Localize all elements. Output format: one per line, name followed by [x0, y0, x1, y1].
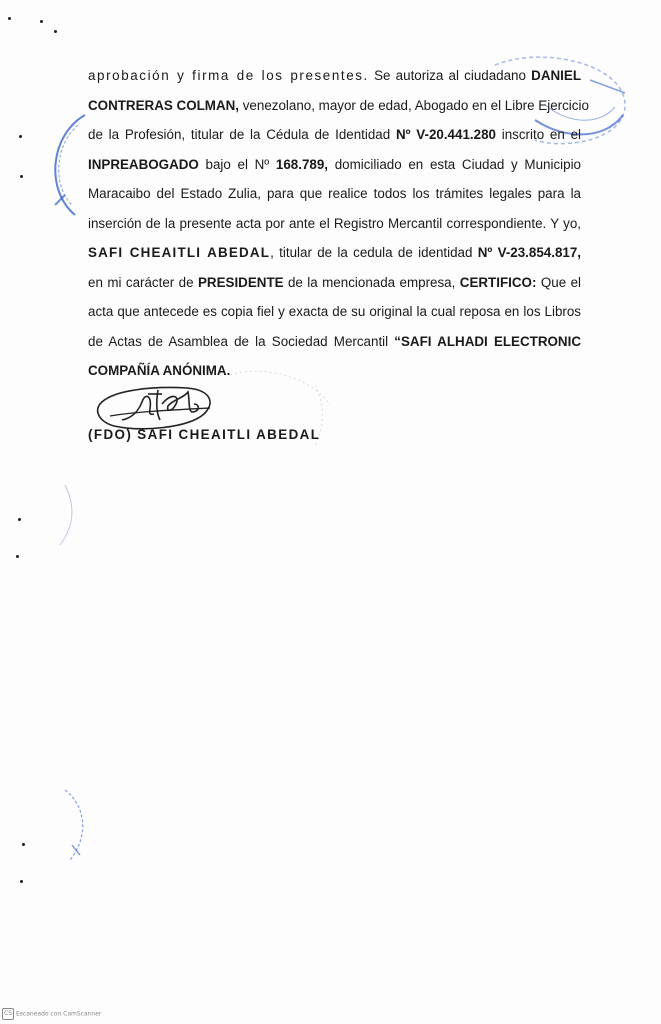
scan-dot — [19, 135, 22, 138]
body-line-5: Maracaibo del Estado Zulia, para que realice todos los trámites legales para la — [88, 186, 581, 201]
scan-dot — [8, 17, 11, 20]
body-line-1: aprobación y firma de los presentes. Se autoriza al ciudadano DANIEL — [88, 68, 582, 83]
body-line-10: de Actas de Asamblea de la Sociedad Mercantil “SAFI ALHADI ELECTRONIC — [88, 333, 581, 349]
scan-dot — [40, 20, 43, 23]
signed-by-line: (FDO) SAFI CHEAITLI ABEDAL — [88, 427, 321, 442]
body-line-9: acta que antecede es copia fiel y exacta de su original la cual reposa en los Libros — [88, 304, 581, 319]
seal-mark-left-middle — [45, 480, 80, 550]
body-line-7: SAFI CHEAITLI ABEDAL, titular de la cedula de identidad Nº V-23.854.817, — [88, 245, 582, 260]
body-line-2: CONTRERAS COLMAN, venezolano, mayor de edad, Abogado en el Libre Ejercicio — [88, 97, 589, 113]
seal-mark-left-bottom — [50, 785, 100, 865]
body-line-6: inserción de la presente acta por ante el Registro Mercantil correspondiente. Y yo, — [88, 215, 581, 231]
scan-dot — [22, 843, 25, 846]
body-line-3: de la Profesión, titular de la Cédula de Identidad Nº V-20.441.280 inscrito en el — [88, 127, 581, 142]
scanner-footer-text: Escaneado con CamScanner — [16, 1010, 102, 1018]
scanner-footer — [2, 1008, 101, 1020]
scan-dot — [54, 30, 57, 33]
scan-dot — [20, 175, 23, 178]
scan-dot — [18, 518, 21, 521]
body-line-8: en mi carácter de PRESIDENTE de la mencionada empresa, CERTIFICO: Que el — [88, 274, 581, 290]
scan-dot — [16, 555, 19, 558]
document-body — [88, 61, 589, 386]
body-line-4: INPREABOGADO bajo el Nº 168.789, domiciliado en esta Ciudad y Municipio — [88, 156, 581, 172]
scan-dot — [20, 880, 23, 883]
body-line-11: COMPAÑÍA ANÓNIMA. — [88, 363, 231, 378]
camscanner-logo: CS — [2, 1008, 14, 1020]
